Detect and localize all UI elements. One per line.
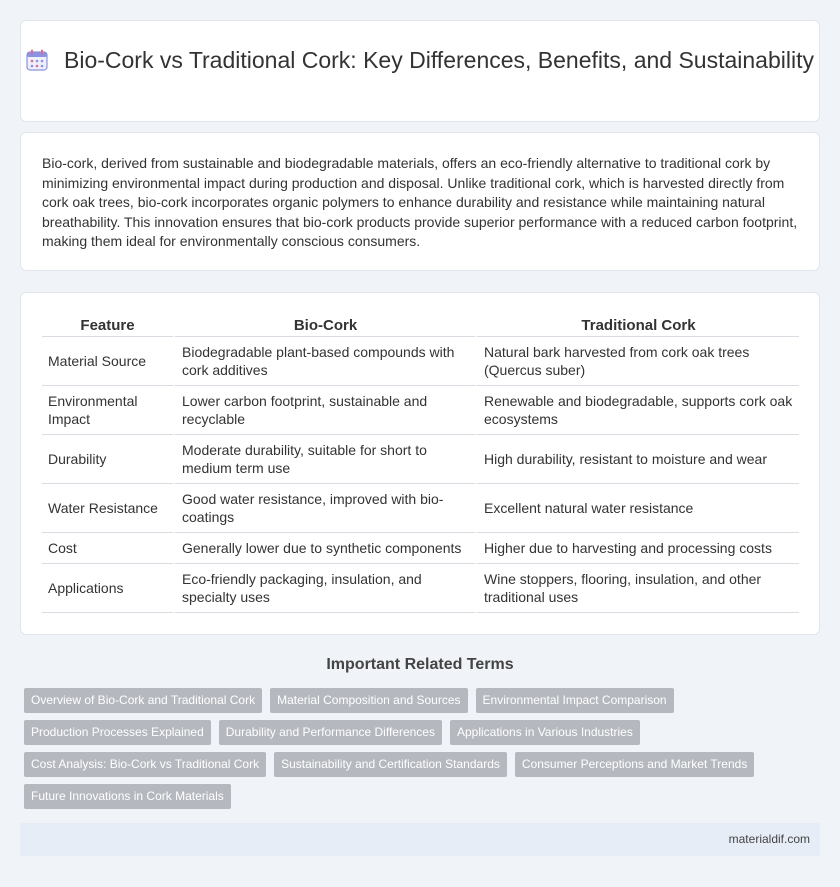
table-cell: Cost	[42, 533, 173, 564]
table-cell: Excellent natural water resistance	[475, 484, 799, 533]
table-row	[42, 386, 799, 435]
comparison-table-card	[20, 292, 820, 635]
table-row	[42, 533, 799, 564]
table-cell: Eco-friendly packaging, insulation, and specialty uses	[173, 564, 475, 613]
table-row	[42, 337, 799, 386]
page-title-text: Bio-Cork vs Traditional Cork: Key Differences, Benefits, and Sustainability	[64, 47, 814, 73]
table-cell: Biodegradable plant-based compounds with cork additives	[173, 337, 475, 386]
comparison-table	[42, 315, 799, 613]
header-card	[20, 20, 820, 122]
table-cell: Moderate durability, suitable for short to medium term use	[173, 435, 475, 484]
table-cell: Lower carbon footprint, sustainable and recyclable	[173, 386, 475, 435]
title-wrap	[21, 46, 819, 75]
related-term-tag[interactable]: Production Processes Explained	[24, 720, 211, 745]
table-cell: Good water resistance, improved with bio-coatings	[173, 484, 475, 533]
table-row	[42, 435, 799, 484]
table-cell: Natural bark harvested from cork oak trees (Quercus suber)	[475, 337, 799, 386]
related-term-tag[interactable]: Sustainability and Certification Standards	[274, 752, 507, 777]
column-header-traditional-cork: Traditional Cork	[475, 315, 799, 337]
table-cell: Water Resistance	[42, 484, 173, 533]
table-cell: Wine stoppers, flooring, insulation, and other traditional uses	[475, 564, 799, 613]
table-header-row	[42, 315, 799, 337]
table-row	[42, 484, 799, 533]
column-header-feature: Feature	[42, 315, 173, 337]
table-row	[42, 564, 799, 613]
table-cell: Durability	[42, 435, 173, 484]
related-terms-list	[24, 688, 814, 816]
table-cell: Environmental Impact	[42, 386, 173, 435]
footer-bar	[20, 823, 820, 856]
related-term-tag[interactable]: Future Innovations in Cork Materials	[24, 784, 231, 809]
intro-paragraph: Bio-cork, derived from sustainable and biodegradable materials, offers an eco-friendly alternative to traditional cork by minimizing environmental impact during production and disposal. Unlike traditional cork, which is harvested directly from cork oak trees, bio-cork incorporates organic polymers to enhance durability and resistance while maintaining natural breathability. This innovation ensures that bio-cork products provide superior performance with a reduced carbon footprint, making them ideal for environmentally conscious consumers.	[42, 155, 798, 249]
related-term-tag[interactable]: Durability and Performance Differences	[219, 720, 442, 745]
page-title	[21, 46, 819, 75]
related-terms-heading: Important Related Terms	[326, 656, 514, 673]
table-cell: High durability, resistant to moisture and wear	[475, 435, 799, 484]
column-header-bio-cork: Bio-Cork	[173, 315, 475, 337]
related-term-tag[interactable]: Applications in Various Industries	[450, 720, 640, 745]
table-cell: Applications	[42, 564, 173, 613]
related-term-tag[interactable]: Environmental Impact Comparison	[476, 688, 674, 713]
related-term-tag[interactable]: Material Composition and Sources	[270, 688, 467, 713]
table-cell: Renewable and biodegradable, supports cork oak ecosystems	[475, 386, 799, 435]
table-cell: Higher due to harvesting and processing costs	[475, 533, 799, 564]
footer-site-link[interactable]: materialdif.com	[728, 832, 810, 846]
table-cell: Generally lower due to synthetic components	[173, 533, 475, 564]
related-term-tag[interactable]: Consumer Perceptions and Market Trends	[515, 752, 754, 777]
calendar-icon	[26, 49, 48, 71]
table-cell: Material Source	[42, 337, 173, 386]
related-term-tag[interactable]: Cost Analysis: Bio-Cork vs Traditional Cork	[24, 752, 266, 777]
related-term-tag[interactable]: Overview of Bio-Cork and Traditional Cork	[24, 688, 262, 713]
intro-card	[20, 132, 820, 271]
